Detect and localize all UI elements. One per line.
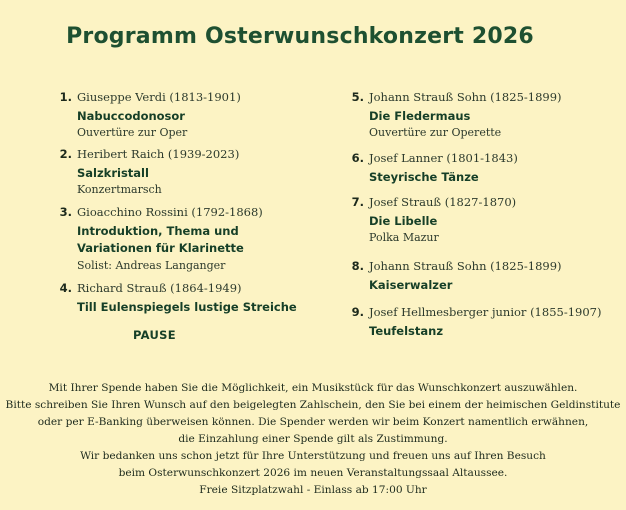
work-title: Die Fledermaus bbox=[369, 109, 471, 123]
pause-label: PAUSE bbox=[133, 328, 176, 342]
program-item-6 bbox=[351, 150, 518, 185]
composer: Josef Hellmesberger junior (1855-1907) bbox=[369, 305, 602, 319]
footer-info bbox=[0, 380, 626, 499]
program-item-9 bbox=[351, 304, 602, 339]
program-item-4 bbox=[59, 280, 297, 315]
program-item-2 bbox=[59, 146, 240, 198]
composer: Johann Strauß Sohn (1825-1899) bbox=[369, 90, 562, 104]
footer-line: Wir bedanken uns schon jetzt für Ihre Unterstützung und freuen uns auf Ihren Besuch bbox=[80, 450, 546, 462]
footer-line: Bitte schreiben Sie Ihren Wunsch auf den beigelegten Zahlschein, den Sie bei einem der heimischen Geldinstitute bbox=[5, 399, 621, 411]
composer: Richard Strauß (1864-1949) bbox=[77, 281, 242, 295]
composer: Johann Strauß Sohn (1825-1899) bbox=[369, 259, 562, 273]
work-title: Teufelstanz bbox=[369, 324, 444, 338]
work-title: Nabuccodonosor bbox=[77, 109, 185, 123]
program-item-1 bbox=[59, 89, 241, 141]
work-title: Kaiserwalzer bbox=[369, 278, 453, 292]
footer-line: die Einzahlung einer Spende gilt als Zustimmung. bbox=[178, 433, 448, 445]
work-detail: Konzertmarsch bbox=[77, 183, 162, 196]
work-title: Steyrische Tänze bbox=[369, 170, 479, 184]
work-title: Till Eulenspiegels lustige Streiche bbox=[77, 300, 297, 314]
footer-line: Mit Ihrer Spende haben Sie die Möglichkeit, ein Musikstück für das Wunschkonzert auszuwählen. bbox=[48, 382, 578, 394]
composer: Josef Strauß (1827-1870) bbox=[369, 195, 517, 209]
program-item-5 bbox=[351, 89, 562, 141]
program-number: 7. bbox=[351, 195, 364, 209]
program-item-7 bbox=[351, 194, 517, 246]
work-detail: Polka Mazur bbox=[369, 231, 439, 244]
footer-line: Freie Sitzplatzwahl - Einlass ab 17:00 Uhr bbox=[199, 484, 427, 496]
program-number: 4. bbox=[59, 281, 72, 295]
program-number: 5. bbox=[351, 90, 364, 104]
page-title: Programm Osterwunschkonzert 2026 bbox=[66, 24, 534, 49]
composer: Gioacchino Rossini (1792-1868) bbox=[77, 205, 263, 219]
work-detail: Ouvertüre zur Oper bbox=[77, 126, 188, 139]
program-item-8 bbox=[351, 258, 562, 293]
work-title: Die Libelle bbox=[369, 214, 438, 228]
footer-line: beim Osterwunschkonzert 2026 im neuen Veranstaltungssaal Altaussee. bbox=[118, 467, 508, 479]
composer: Josef Lanner (1801-1843) bbox=[369, 151, 518, 165]
work-title-line-1: Introduktion, Thema und bbox=[77, 224, 239, 238]
program-number: 6. bbox=[351, 151, 364, 165]
composer: Giuseppe Verdi (1813-1901) bbox=[77, 90, 241, 104]
composer: Heribert Raich (1939-2023) bbox=[77, 147, 240, 161]
program-number: 2. bbox=[59, 147, 72, 161]
work-detail: Ouvertüre zur Operette bbox=[369, 126, 502, 139]
program-number: 8. bbox=[351, 259, 364, 273]
program-number: 3. bbox=[59, 205, 72, 219]
work-title-line-2: Variationen für Klarinette bbox=[77, 241, 244, 255]
footer-line: oder per E-Banking überweisen können. Die Spender werden wir beim Konzert namentlich erwähnen, bbox=[37, 416, 589, 428]
work-title: Salzkristall bbox=[77, 166, 149, 180]
program-item-3 bbox=[59, 204, 263, 274]
work-detail: Solist: Andreas Langanger bbox=[77, 259, 226, 272]
program-number: 1. bbox=[59, 90, 72, 104]
program-number: 9. bbox=[351, 305, 364, 319]
